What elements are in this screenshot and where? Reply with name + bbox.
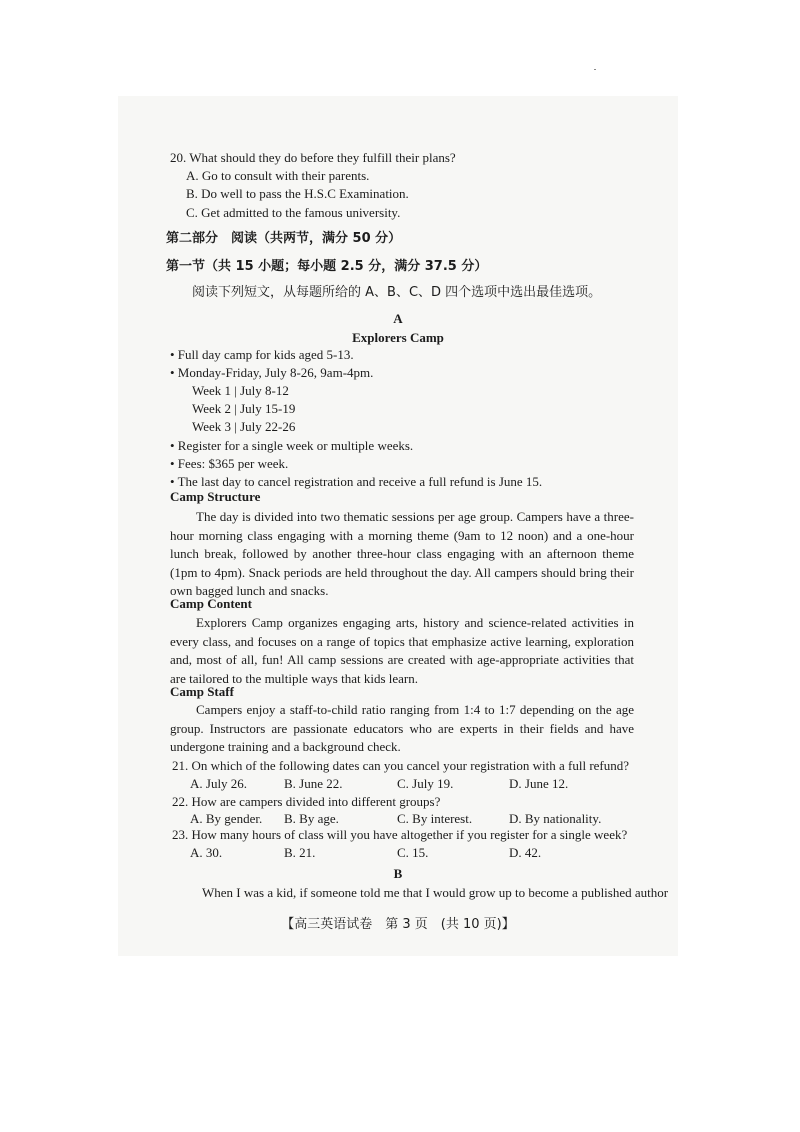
passage-b-first-line: When I was a kid, if someone told me that I would grow up to become a published author xyxy=(202,885,669,900)
page-footer: 【高三英语试卷 第 3 页 (共 10 页)】 xyxy=(281,917,515,932)
q21-option-c: C. July 19. xyxy=(397,776,454,791)
q23-stem: 23. How many hours of class will you have altogether if you register for a single week? xyxy=(172,827,628,842)
scan-speck xyxy=(594,69,596,70)
bullet-fees: • Fees: $365 per week. xyxy=(170,456,289,471)
q21-option-d: D. June 12. xyxy=(509,776,569,791)
camp-content-heading: Camp Content xyxy=(170,596,252,611)
q23-options xyxy=(190,845,620,861)
camp-structure-heading: Camp Structure xyxy=(170,489,261,504)
week-3: Week 3 | July 22-26 xyxy=(192,419,296,434)
q22-stem: 22. How are campers divided into different groups? xyxy=(172,794,441,809)
passage-a-title: Explorers Camp xyxy=(352,330,444,345)
part2-title: 第二部分 阅读（共两节，满分 50 分） xyxy=(166,231,402,246)
q22-options xyxy=(190,811,620,827)
camp-structure-text xyxy=(170,508,634,601)
q22-option-d: D. By nationality. xyxy=(509,811,602,826)
passage-a-letter: A xyxy=(393,311,403,326)
camp-staff-text xyxy=(170,701,634,757)
q20-option-b: B. Do well to pass the H.S.C Examination. xyxy=(186,186,409,201)
reading-instruction: 阅读下列短文，从每题所给的 A、B、C、D 四个选项中选出最佳选项。 xyxy=(192,285,602,300)
q21-option-b: B. June 22. xyxy=(284,776,343,791)
q23-option-d: D. 42. xyxy=(509,845,542,860)
bullet-camp-age: • Full day camp for kids aged 5-13. xyxy=(170,347,354,362)
q22-option-a: A. By gender. xyxy=(190,811,263,826)
q20-question: 20. What should they do before they fulfill their plans? xyxy=(170,150,456,165)
week-1: Week 1 | July 8-12 xyxy=(192,383,289,398)
q21-options xyxy=(190,776,620,792)
q23-option-b: B. 21. xyxy=(284,845,316,860)
q21-stem: 21. On which of the following dates can you cancel your registration with a full refund? xyxy=(172,758,630,773)
q22-option-b: B. By age. xyxy=(284,811,339,826)
passage-b-letter: B xyxy=(393,866,403,881)
camp-staff-heading: Camp Staff xyxy=(170,684,234,699)
camp-content-text xyxy=(170,614,634,688)
q23-option-a: A. 30. xyxy=(190,845,223,860)
camp-content-paragraph: Explorers Camp organizes engaging arts, history and science-related activities in every class, and focuses on a range of topics that emphasize active learning, exploration and, most of all, fun! All camp sessions are created with age-appropriate activities that are tailored to the multiple ways that kids learn. xyxy=(170,615,634,686)
q22-option-c: C. By interest. xyxy=(397,811,473,826)
bullet-register: • Register for a single week or multiple weeks. xyxy=(170,438,414,453)
q23-option-c: C. 15. xyxy=(397,845,429,860)
bullet-camp-dates: • Monday-Friday, July 8-26, 9am-4pm. xyxy=(170,365,374,380)
q20-option-a: A. Go to consult with their parents. xyxy=(186,168,370,183)
section1-title: 第一节（共 15 小题；每小题 2.5 分，满分 37.5 分） xyxy=(166,259,488,274)
camp-staff-paragraph: Campers enjoy a staff-to-child ratio ranging from 1:4 to 1:7 depending on the age group. Instructors are passionate educators who are experts in their fields and have undergone training and a background check. xyxy=(170,702,634,754)
q21-option-a: A. July 26. xyxy=(190,776,248,791)
q20-option-c: C. Get admitted to the famous university. xyxy=(186,205,401,220)
week-2: Week 2 | July 15-19 xyxy=(192,401,296,416)
bullet-refund: • The last day to cancel registration and receive a full refund is June 15. xyxy=(170,474,543,489)
camp-structure-paragraph: The day is divided into two thematic sessions per age group. Campers have a three-hour morning class engaging with a morning theme (9am to 12 noon) and a one-hour lunch break, followed by another three-hour class engaging with an afternoon theme (1pm to 4pm). Snack periods are held throughout the day. All campers should bring their own bagged lunch and snacks. xyxy=(170,509,634,598)
